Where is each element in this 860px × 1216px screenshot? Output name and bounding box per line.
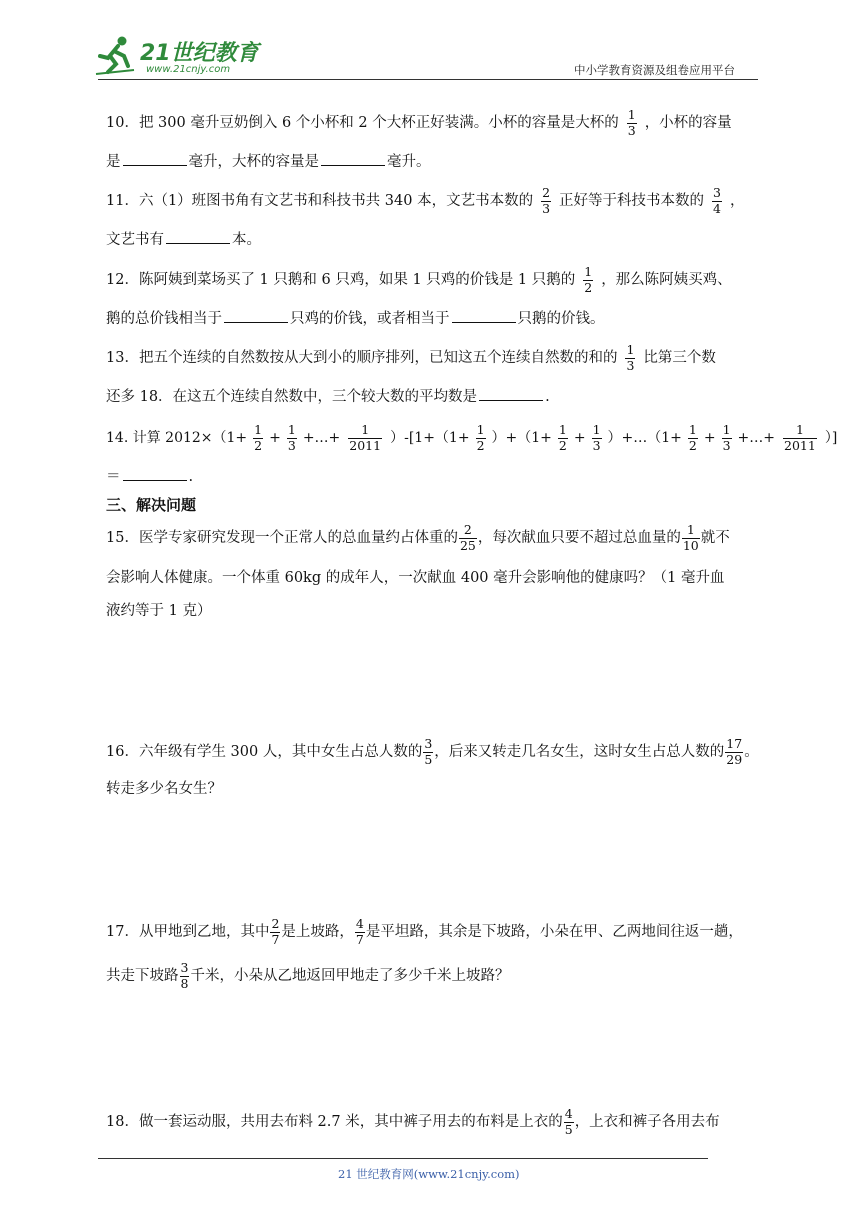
logo	[94, 34, 264, 78]
fraction: $\frac{1}{10}$	[682, 522, 699, 553]
answer-blank[interactable]	[452, 308, 516, 323]
fraction: $\frac{1}{3}$	[626, 342, 635, 373]
question-14-line2: ＝ .	[106, 466, 193, 487]
fraction: $\frac{1}{3}$	[287, 422, 296, 453]
fraction: $\frac{3}{4}$	[713, 185, 721, 216]
fraction: $\frac{1}{2011}$	[349, 422, 382, 453]
question-16-line1: 16．六年级有学生 300 人，其中女生占总人数的 $\frac{3}{5}$ ，后来又转走几名女生，这时女生占总人数的 $\frac{17}{29}$ 。	[106, 736, 759, 767]
fraction: $\frac{4}{7}$	[355, 916, 364, 947]
answer-blank[interactable]	[123, 151, 187, 166]
fraction: $\frac{1}{3}$	[592, 422, 601, 453]
logo-text: 21世纪教育	[140, 41, 259, 66]
question-11-line2: 文艺书有 本。	[106, 229, 261, 250]
question-10-line1: 10．把 300 毫升豆奶倒入 6 个小杯和 2 个大杯正好装满。小杯的容量是大杯的 $\frac{1}{3}$ ，小杯的容量	[106, 107, 732, 138]
question-14-line1: 14. 计算 2012×（1+ $\frac{1}{2}$ + $\frac{1}{3}$ +…+ $\frac{1}{2011}$ ）-[1+（1+ $\frac{1}{2}$ ）+（1+ $\frac{1}{2}$ + $\frac{1}{3}$ ）+…（1+ $\frac{1}{2}$ + $\frac{1}{3}$ +…+ $\frac{1}{2011}$ ）]	[106, 422, 838, 453]
question-12-line2: 鹅的总价钱相当于 只鸡的价钱，或者相当于 只鹅的价钱。	[106, 308, 605, 329]
question-11-line1: 11．六（1）班图书角有文艺书和科技书共 340 本，文艺书本数的 $\frac{2}{3}$ 正好等于科技书本数的 $\frac{3}{4}$ ，	[106, 185, 745, 216]
fraction: $\frac{1}{2}$	[558, 422, 567, 453]
question-17-line1: 17．从甲地到乙地，其中 $\frac{2}{7}$ 是上坡路， $\frac{4}{7}$ 是平坦路，其余是下坡路，小朵在甲、乙两地间往返一趟，	[106, 916, 743, 947]
answer-blank[interactable]	[224, 308, 288, 323]
fraction: $\frac{2}{3}$	[542, 185, 551, 216]
question-17-line2: 共走下坡路 $\frac{3}{8}$ 千米，小朵从乙地返回甲地走了多少千米上坡路？	[106, 960, 510, 991]
answer-blank[interactable]	[123, 466, 187, 481]
fraction: $\frac{2}{25}$	[459, 522, 476, 553]
question-10-line2: 是 毫升，大杯的容量是 毫升。	[106, 151, 431, 172]
question-15-line1: 15．医学专家研究发现一个正常人的总血量约占体重的 $\frac{2}{25}$ ，每次献血只要不超过总血量的 $\frac{1}{10}$ 就不	[106, 522, 730, 553]
question-12-line1: 12．陈阿姨到菜场买了 1 只鹅和 6 只鸡，如果 1 只鸡的价钱是 1 只鹅的 $\frac{1}{2}$ ，那么陈阿姨买鸡、	[106, 264, 732, 295]
fraction: $\frac{1}{2}$	[476, 422, 485, 453]
question-15-line3: 液约等于 1 克）	[106, 603, 212, 619]
footer-text[interactable]: 21 世纪教育网(www.21cnjy.com)	[338, 1167, 520, 1181]
section-heading: 三、解决问题	[106, 496, 197, 514]
fraction: $\frac{1}{2011}$	[784, 422, 816, 453]
fraction: $\frac{4}{5}$	[564, 1106, 573, 1137]
fraction: $\frac{1}{2}$	[688, 422, 697, 453]
fraction: $\frac{1}{2}$	[584, 264, 593, 295]
runner-logo-icon	[94, 34, 136, 76]
fraction: $\frac{1}{2}$	[254, 422, 263, 453]
answer-blank[interactable]	[166, 229, 230, 244]
fraction: $\frac{3}{5}$	[424, 736, 433, 767]
fraction: $\frac{1}{3}$	[627, 107, 636, 138]
fraction: $\frac{3}{8}$	[180, 960, 189, 991]
answer-blank[interactable]	[479, 386, 543, 401]
logo-url: www.21cnjy.com	[146, 64, 231, 75]
header-rule	[98, 79, 758, 80]
fraction: $\frac{2}{7}$	[271, 916, 280, 947]
footer-rule	[98, 1158, 708, 1159]
question-13-line2: 还多 18．在这五个连续自然数中，三个较大数的平均数是 .	[106, 386, 550, 407]
question-15-line2: 会影响人体健康。一个体重 60kg 的成年人，一次献血 400 毫升会影响他的健康吗？（1 毫升血	[106, 570, 725, 586]
question-13-line1: 13．把五个连续的自然数按从大到小的顺序排列，已知这五个连续自然数的和的 $\frac{1}{3}$ 比第三个数	[106, 342, 716, 373]
fraction: $\frac{1}{3}$	[722, 422, 731, 453]
platform-name: 中小学教育资源及组卷应用平台	[574, 63, 735, 77]
question-16-line2: 转走多少名女生？	[106, 781, 222, 797]
answer-blank[interactable]	[321, 151, 385, 166]
question-18-line1: 18．做一套运动服，共用去布料 2.7 米，其中裤子用去的布料是上衣的 $\frac{4}{5}$ ，上衣和裤子各用去布	[106, 1106, 720, 1137]
fraction: $\frac{17}{29}$	[726, 736, 743, 767]
